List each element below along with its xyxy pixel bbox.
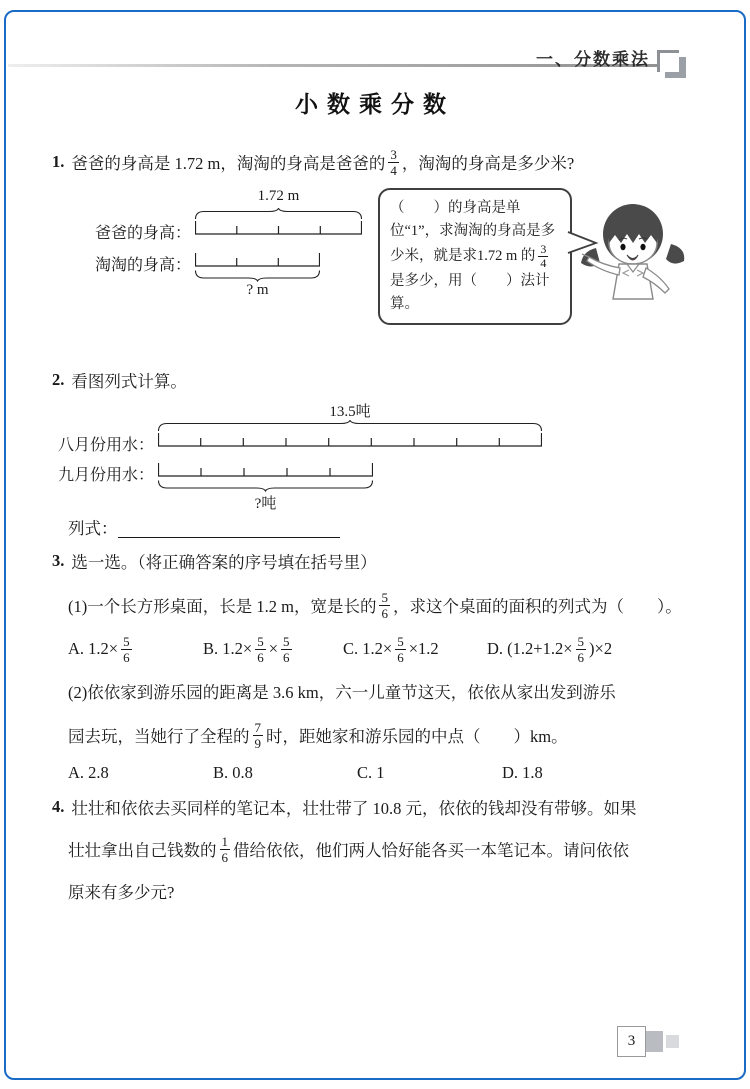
option2-b [213, 758, 253, 788]
bubble-text-end: 是多少，用（ ）法计算。 [390, 273, 550, 312]
question-1-text-end: ，淘淘的身高是多少米? [401, 154, 575, 173]
diagram1-top-value: 1.72 m [257, 188, 300, 204]
question-3-sub1 [68, 580, 682, 630]
question-3-sub2-line1 [68, 676, 616, 706]
option2-b-text: B. 0.8 [213, 763, 253, 782]
diagram2-top-value: 13.5吨 [329, 404, 371, 420]
page-title: 小数乘分数 [295, 92, 455, 117]
question-4-line2-text: 壮壮拿出自己钱数的 [68, 841, 217, 860]
equation-label: 列式： [68, 519, 118, 538]
option-a-text: A. 1.2× [68, 639, 119, 658]
girl-illustration [572, 198, 697, 314]
question-4-line1 [52, 790, 637, 824]
option-d-fraction: $\frac{5}{6}$ [577, 633, 585, 665]
option2-c-text: C. 1 [357, 763, 385, 782]
option-b-text: B. 1.2× [203, 639, 253, 658]
girl-left-eye [620, 244, 625, 250]
option-b-fraction-2: $\frac{5}{6}$ [283, 633, 290, 665]
diagram1-row2-label: 淘淘的身高： [94, 257, 191, 274]
question-2 [52, 365, 187, 395]
option2-d-text: D. 1.8 [502, 763, 543, 782]
diagram1-row1-label: 爸爸的身高： [94, 225, 191, 242]
fraction-1-6: $\frac{1}{6}$ [221, 833, 228, 865]
question-1-text: 爸爸的身高是 1.72 m，淘淘的身高是爸爸的 [71, 154, 386, 173]
option-c [343, 626, 439, 672]
diagram2-bottom-value: ?吨 [254, 496, 277, 512]
option-a-fraction: $\frac{5}{6}$ [123, 633, 130, 665]
option-b [203, 626, 295, 672]
q3-sub2-line1-text: (2)依依家到游乐园的距离是 3.6 km，六一儿童节这天，依依从家出发到游乐 [68, 683, 616, 702]
hint-speech-bubble [378, 188, 572, 325]
option-c-text: C. 1.2× [343, 639, 393, 658]
option-d [487, 626, 612, 672]
question-3-sub2-line2 [68, 710, 568, 760]
fraction-3-4: $\frac{3}{4}$ [390, 146, 397, 178]
fraction-5-6: $\frac{5}{6}$ [381, 589, 388, 621]
option-a [68, 626, 135, 672]
question-3-number: 3. [52, 551, 65, 570]
option-c-text-end: ×1.2 [408, 639, 439, 658]
diagram1-row2-bar [195, 252, 320, 267]
diagram2-row2-bar [158, 462, 373, 477]
diagram2-row1-label: 八月份用水： [57, 437, 154, 454]
option2-d [502, 758, 543, 788]
option-b-fraction-1: $\frac{5}{6}$ [257, 633, 264, 665]
question-4-line2 [68, 824, 629, 874]
question-4-line2-text-end: 借给依依，他们两人恰好能各买一本笔记本。请问依依 [233, 841, 629, 860]
question-1 [52, 138, 574, 186]
answer-blank [118, 517, 340, 538]
equation-row [68, 514, 340, 540]
question-4-line3 [68, 876, 174, 906]
q3-sub1-text-end: ，求这个桌面的面积的列式为（ ）。 [392, 597, 682, 616]
q3-sub2-line2-text-end: 时，距她家和游乐园的中点（ ）km。 [266, 727, 568, 746]
bubble-fraction-3-4: $\frac{3}{4}$ [540, 242, 547, 270]
option2-a-text: A. 2.8 [68, 763, 109, 782]
bubble-text: （ ）的身高是单位“1”，求淘淘的身高是多少米，就是求1.72 m 的 [390, 200, 556, 264]
header-corner-decoration-inner [657, 50, 679, 72]
question-2-diagram [0, 398, 750, 513]
option-b-operator: × [268, 639, 278, 658]
question-2-text: 看图列式计算。 [71, 372, 187, 391]
diagram2-row1-bar [158, 432, 542, 447]
page-number-tab-dark [645, 1031, 663, 1052]
question-3 [52, 546, 377, 576]
option-d-text-end: )×2 [589, 639, 613, 658]
page-number: 3 [617, 1026, 646, 1057]
question-4-line1-text: 壮壮和依依去买同样的笔记本，壮壮带了 10.8 元，依依的钱却没有带够。如果 [71, 799, 637, 818]
girl-right-pigtail [666, 244, 684, 264]
option-c-fraction: $\frac{5}{6}$ [397, 633, 404, 665]
diagram2-row2-label: 九月份用水： [57, 467, 154, 484]
speech-bubble-tail [567, 230, 599, 256]
page-number-tab-light [666, 1035, 679, 1048]
diagram1-bottom-brace [195, 270, 320, 282]
question-2-number: 2. [52, 370, 65, 389]
diagram2-top-brace [158, 420, 542, 432]
girl-right-eye [640, 244, 645, 250]
diagram2-bottom-brace [158, 480, 373, 492]
question-4-number: 4. [52, 797, 65, 816]
question-1-number: 1. [52, 152, 65, 171]
unit-title: 一、分数乘法 [536, 50, 650, 69]
diagram1-top-brace [195, 208, 362, 220]
diagram1-row1-bar [195, 220, 362, 235]
fraction-7-9: $\frac{7}{9}$ [254, 719, 261, 751]
q3-sub2-line2-text: 园去玩，当她行了全程的 [68, 727, 250, 746]
q3-sub1-text: (1)一个长方形桌面，长是 1.2 m，宽是长的 [68, 597, 377, 616]
option2-c [357, 758, 385, 788]
diagram1-bottom-value: ? m [246, 282, 269, 298]
question-4-line3-text: 原来有多少元? [68, 883, 175, 902]
question-3-text: 选一选。（将正确答案的序号填在括号里） [71, 553, 377, 572]
option-d-text: D. (1.2+1.2× [487, 639, 573, 658]
option2-a [68, 758, 109, 788]
